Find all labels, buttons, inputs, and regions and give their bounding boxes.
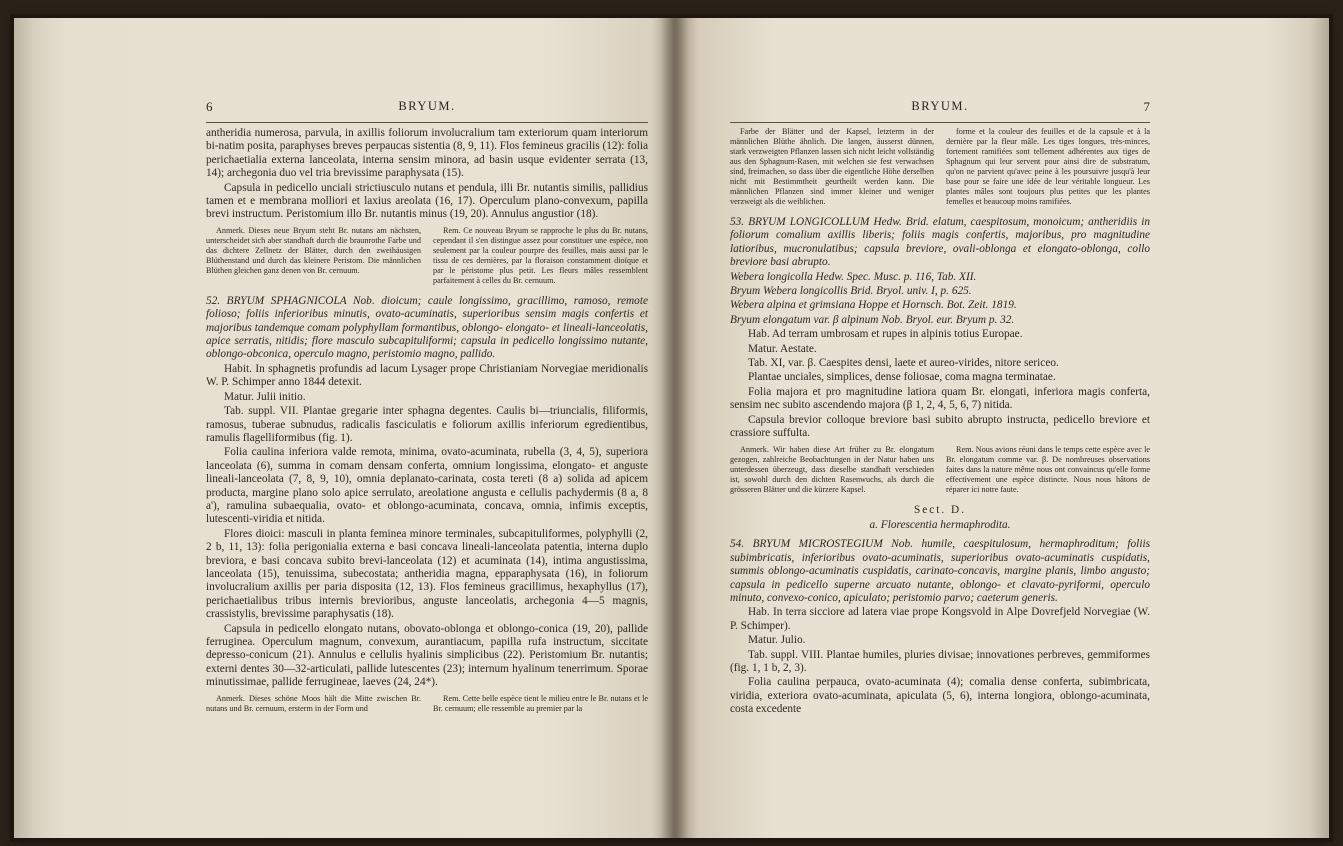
synonym: Webera longicolla Hedw. Spec. Musc. p. 116, Tab. XII. xyxy=(730,270,977,283)
note-text: Anmerk. Wir haben diese Art früher zu Br. elongatum gezogen, zahlreiche Beobachtungen in der Natur haben uns unterdessen überzeugt, dass dieselbe standhaft verschieden ist, sowohl durch den dichten Rasenwuchs, als durch die grösseren Blätter und die kürzere Kapsel. xyxy=(730,444,934,494)
synonym: Webera alpina et grimsiana Hoppe et Hornsch. Bot. Zeit. 1819. xyxy=(730,299,1017,312)
header-rule xyxy=(730,122,1150,123)
note-text: Rem. Nous avions réuni dans le temps cette espèce avec le Br. elongatum comme var. β. De nombreuses observations faites dans la nature même nous ont convaincus qu'elle forme effectivement une espèce distincte. Nous nous hâtons de réparer ici notre faute. xyxy=(946,444,1150,494)
left-page xyxy=(14,18,674,838)
annotation-columns xyxy=(730,445,1150,496)
synonym: Bryum elongatum var. β alpinum Nob. Bryol. eur. Bryum p. 32. xyxy=(730,313,1015,326)
paragraph: Flores dioici: masculi in planta feminea minore terminales, subcapituliformes, polyphylli (2, 2 b, 11, 13): folia perigonialia externa e basi concava lineali-lanceolata patentia, interna duplo breviora, e basi concava subito brevi-lanceolata (12) et acuminata (14), intima angustissima, lanceolata (15), tenuissima, subecostata; antheridia magna, epparaphysata (16), in foliorum involucralium axillis per paria disposita (12, 13). Flos femineus gracillimus, hexaphyllus (17), perichaetialibus tribus internis brevioribus, anguste lanceolatis, archegonia 4—5 magnis, crassistylis, brevissime paraphysatis (18). xyxy=(206,527,648,621)
paragraph: Folia majora et pro magnitudine latiora quam Br. elongati, inferiora magis conferta, sensim nec subito ascendendo majora (β 1, 2, 4, 5, 6, 7) nitida. xyxy=(730,385,1150,412)
paragraph: Capsula in pedicello unciali strictiusculo nutans et pendula, illi Br. nutantis similis, pallidius tamen et e membrana molliori et laxius areolata (16, 17). Operculum plano-convexum, papilla brevi instructum. Peristomium illo Br. nutantis minus (19, 20). Annulus angustior (18). xyxy=(206,181,648,221)
right-page-header xyxy=(730,100,1150,116)
note-german xyxy=(730,127,934,208)
paragraph: Hab. In terra sicciore ad latera viae prope Kongsvold in Alpe Dovrefjeld Norvegiae (W. P. Schimper). xyxy=(730,606,1150,632)
paragraph: Tab. suppl. VIII. Plantae humiles, pluries divisae; innovationes perbreves, gemmiformes (fig. 1, 1 b, 2, 3). xyxy=(730,648,1150,674)
left-page-header xyxy=(206,100,648,116)
annotation-columns xyxy=(206,694,648,715)
note-french xyxy=(946,445,1150,496)
paragraph: Tab. XI, var. β. Caespites densi, laete et aureo-virides, nitore sericeo. xyxy=(748,357,1059,370)
page-number: 6 xyxy=(206,99,213,114)
note-text: Anmerk. Dieses schöne Moos hält die Mitte zwischen Br. nutans und Br. cernuum, ersterm in der Form und xyxy=(206,693,421,713)
left-page-content xyxy=(206,100,648,723)
paragraph: Tab. suppl. VII. Plantae gregarie inter sphagna degentes. Caulis bi—triuncialis, filiformis, ramosus, tuberae subnudus, radicalis fasciculatis e foliorum axillis inferiorum egredientibus, ramulis flagelliformibus (fig. 1). xyxy=(206,405,648,444)
synonym: Bryum Webera longicollis Brid. Bryol. univ. I, p. 625. xyxy=(730,285,972,298)
right-page-content xyxy=(730,100,1150,718)
note-text: forme et la couleur des feuilles et de la capsule et à la dernière par la fleur mâle. Les tiges longues, très-minces, fortement ramifiées sont tellement adhérentes aux tiges de Sphagnum qui leur servent pour ainsi dire de substratum, qu'on ne parvient qu'avec peine à les poursuivre jusqu'à leur base pour se faire une idée de leur véritable longueur. Les plantes mâles sont toujours plus petites que les plantes femelles et beaucoup moins ramifiées. xyxy=(946,127,1150,206)
note-text: Farbe der Blätter und der Kapsel, letzterm in der männlichen Blüthe ähnlich. Die langen, äusserst dünnen, stark verzweigten Pflanzen lassen sich nicht leicht vollständig aus den Sphagnum-Rasen, mit welchen sie fest verwachsen sind, freimachen, so dass über die eigentliche Höhe derselben nicht mit Bestimmtheit geurtheilt werden kann. Die männlichen Pflanzen sind immer kleiner und weniger verzweigt als die weiblichen. xyxy=(730,127,934,206)
header-rule xyxy=(206,122,648,123)
paragraph: Matur. Aestate. xyxy=(748,342,817,355)
paragraph: Folia caulina inferiora valde remota, minima, ovato-acuminata, rubella (3, 4, 5), superiora lanceolata (6), summa in comam densam conferta, omnium longissima, elongato- et anguste lineali-lanceolata (7, 8, 9, 10), omnia deplanato-carinata, costa tereti (8 a) solida ad apicem producta, margine plano solo apice serrulato, areolatione angusta e cellulis pachydermis (8 a, 8 a'), ramulina subaequalia, ovato- et oblongo-acuminata, concava, omnia, infimis exceptis, lutescenti-viridia et nitida. xyxy=(206,446,648,526)
species-entry-52 xyxy=(206,295,648,715)
note-text: Rem. Ce nouveau Bryum se rapproche le plus du Br. nutans, cependant il s'en distingue assez pour constituer une espèce, non seulement par la couleur pourpre des feuilles, mais aussi par le tissu de ces dernières, par la floraison constamment dioïque et par le péristome plus petit. Les fleurs mâles ressemblent parfaitement à celles du Br. cernuum. xyxy=(433,225,648,285)
running-title: BRYUM. xyxy=(911,99,969,113)
paragraph: Matur. Julii initio. xyxy=(224,390,306,403)
species-entry-54 xyxy=(730,538,1150,716)
paragraph: Folia caulina perpauca, ovato-acuminata (4); comalia dense conferta, subimbricata, viridia, exteriora ovato-acuminata, apiculata (5, 6), interna longiora, oblongo-acuminata, costa excedente xyxy=(730,676,1150,716)
paragraph: Habit. In sphagnetis profundis ad lacum Lysager prope Christianiam Norvegiae meridionalis W. P. Schimper anno 1844 detexit. xyxy=(206,362,648,389)
right-page xyxy=(674,18,1329,838)
species-heading: 54. BRYUM MICROSTEGIUM Nob. humile, caespitulosum, hermaphroditum; foliis subimbricatis, inferioribus ovato-acuminatis, superioribus ovato-acuminatis cuspidatis, summis oblongo-acuminatis cuspidatis, carinato-concavis, margine planis, limbo angusto; capsula in pedicello superne arcuato nutante, oblongo- et clavato-pyriformi, operculo minuto, convexo-conico, apiculato; peristomio parvo; caeterum generis. xyxy=(730,538,1150,604)
note-german xyxy=(730,445,934,496)
running-title: BRYUM. xyxy=(398,99,456,113)
subsection-heading: a. Florescentia hermaphrodita. xyxy=(869,518,1011,531)
species-heading: 52. BRYUM SPHAGNICOLA Nob. dioicum; caule longissimo, gracillimo, ramoso, remote folioso; foliis inferioribus minutis, ovato-acuminatis, superioribus sensim magis confertis et majoribus tandemque comam polyphyllam formantibus, oblongo- elongato- et lineali-lanceolatis, apice serratis, nitidis; flore masculo subcapituliformi; capsula in pedicello longissimo nutante, oblongo-obconica, operculo magno, peristomio magno, pallido. xyxy=(206,294,648,361)
annotation-columns xyxy=(206,226,648,287)
paragraph: Capsula in pedicello elongato nutans, obovato-oblonga et oblongo-conica (19, 20), pallide ferruginea. Operculum magnum, convexum, aurantiacum, papilla rufa instructum, siccitate depresso-conicum (21). Annulus e cellulis hyalinis simplicibus (22). Peristomium Br. nutantis; externi dentes 30—32-articulati, pallide lutescentes (23); internum hyalinum tenerrimum. Sporae minutissimae, pallide ferrugineae, laeves (24, 24*). xyxy=(206,622,648,689)
open-book xyxy=(14,18,1329,838)
note-french xyxy=(433,226,648,287)
paragraph: Capsula brevior colloque breviore basi subito abrupto instructa, pedicello breviore et crassiore suffulta. xyxy=(730,413,1150,440)
annotation-columns xyxy=(730,127,1150,208)
paragraph: Plantae unciales, simplices, dense foliosae, coma magna terminatae. xyxy=(748,371,1056,384)
species-entry-53 xyxy=(730,216,1150,496)
note-french xyxy=(946,127,1150,208)
paragraph: antheridia numerosa, parvula, in axillis foliorum involucralium tam exteriorum quam interiorum bi-natim posita, paraphyses breves perpaucas sistentia (8, 9, 11). Flos femineus gracilis (12): folia perichaetialia externa lanceolata, interna sensim minora, ad basin usque evidenter serrata (13, 14); archegonia duo vel tria brevissime paraphysata (15). xyxy=(206,127,648,180)
note-text: Rem. Cette belle espèce tient le milieu entre le Br. nutans et le Br. cernuum; elle ressemble au premier par la xyxy=(433,693,648,713)
species-heading: 53. BRYUM LONGICOLLUM Hedw. Brid. elatum, caespitosum, monoicum; antheridiis in foliorum comalium axillis liberis; foliis magis confertis, majoribus, pro magnitudine latioribus, mucronulatibus; capsula breviore, ovali-oblonga et elongato-oblonga, collo breviore basi abrupto. xyxy=(730,216,1150,269)
paragraph: Matur. Julio. xyxy=(748,634,806,647)
note-german xyxy=(206,694,421,715)
paragraph: Hab. Ad terram umbrosam et rupes in alpinis totius Europae. xyxy=(748,328,1023,341)
page-number: 7 xyxy=(1143,99,1150,114)
note-german xyxy=(206,226,421,287)
note-text: Anmerk. Dieses neue Bryum steht Br. nutans am nächsten, unterscheidet sich aber standhaft durch die braunrothe Farbe und das dichtere Zellnetz der Blätter, durch den zweihäusigen Blüthenstand und durch das kleinere Peristom. Die männlichen Blüthen gleichen ganz denen von Br. cernuum. xyxy=(206,225,421,275)
note-french xyxy=(433,694,648,715)
section-heading: Sect. D. xyxy=(913,503,967,516)
